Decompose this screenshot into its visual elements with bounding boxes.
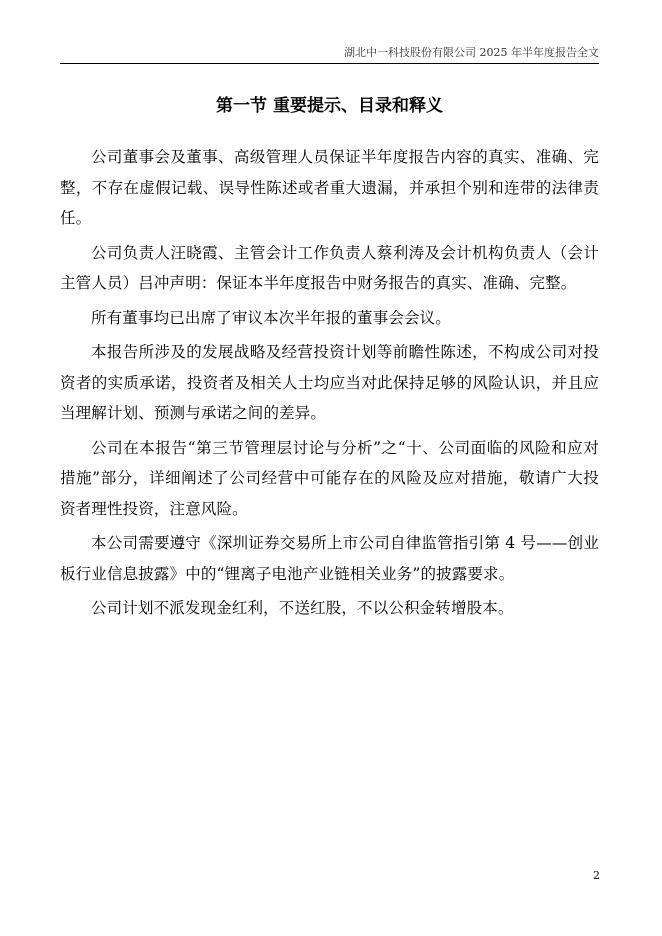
paragraph-board-attendance: 所有董事均已出席了审议本次半年报的董事会会议。 [91, 308, 451, 327]
paragraph-board-guarantee: 公司董事会及董事、高级管理人员保证半年度报告内容的真实、准确、完整，不存在虚假记载、误导性陈述或者重大遗漏，并承担个别和连带的法律责任。 [60, 148, 599, 227]
header-divider [60, 63, 599, 64]
paragraph-responsible-persons: 公司负责人汪晓霞、主管会计工作负责人蔡利涛及会计机构负责人（会计主管人员）吕冲声明：保证本半年度报告中财务报告的真实、准确、完整。 [60, 243, 599, 292]
paragraph-forward-looking: 本报告所涉及的发展战略及经营投资计划等前瞻性陈述，不构成公司对投资者的实质承诺，投资者及相关人士均应当对此保持足够的风险认识，并且应当理解计划、预测与承诺之间的差异。 [60, 343, 599, 422]
body-text [60, 142, 599, 628]
paragraph-dividend-plan: 公司计划不派发现金红利，不送红股，不以公积金转增股本。 [91, 599, 514, 617]
section-title: 第一节 重要提示、目录和释义 [216, 96, 443, 116]
paragraph-disclosure-requirements: 本公司需要遵守《深圳证券交易所上市公司自律监管指引第 4 号——创业板行业信息披露》中的“锂离子电池产业链相关业务”的披露要求。 [60, 534, 599, 583]
page-header: 湖北中一科技股份有限公司 2025 年半年度报告全文 [344, 46, 599, 59]
paragraph-risk-notice: 公司在本报告“第三节管理层讨论与分析”之“十、公司面临的风险和应对措施”部分，详细阐述了公司经营中可能存在的风险及应对措施，敬请广大投资者理性投资，注意风险。 [60, 438, 599, 518]
page-number: 2 [593, 869, 600, 882]
